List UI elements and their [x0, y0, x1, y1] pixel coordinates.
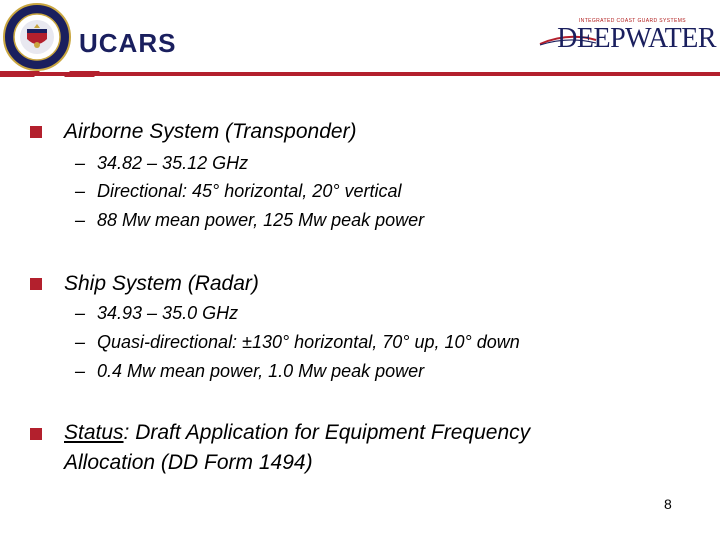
- status-line-1: [64, 421, 530, 445]
- dash-bullet: –: [75, 181, 86, 201]
- dash-bullet: –: [75, 361, 86, 381]
- brand-tagline: INTEGRATED COAST GUARD SYSTEMS: [578, 18, 686, 24]
- sub-bullet-text: 0.4 Mw mean power, 1.0 Mw peak power: [97, 361, 425, 381]
- page-title: UCARS: [79, 28, 177, 58]
- header-divider-bar: [0, 71, 720, 77]
- sub-bullet-item: [75, 303, 238, 324]
- sub-bullet-text: 34.82 – 35.12 GHz: [97, 153, 249, 173]
- page-number: 8: [664, 496, 672, 512]
- sub-bullet-item: [75, 210, 424, 231]
- brand-wordmark: DEEPWATER: [557, 23, 716, 54]
- sub-bullet-item: [75, 153, 248, 174]
- sub-bullet-text: Directional: 45° horizontal, 20° vertical: [97, 181, 402, 201]
- dash-bullet: –: [75, 303, 86, 323]
- dash-bullet: –: [75, 210, 86, 230]
- section-heading: Ship System (Radar): [64, 272, 259, 295]
- status-label: Status: [64, 421, 124, 444]
- sub-bullet-item: [75, 181, 402, 202]
- status-text: : Draft Application for Equipment Frequency: [123, 421, 531, 444]
- sub-bullet-text: 34.93 – 35.0 GHz: [97, 303, 239, 323]
- status-line-2: Allocation (DD Form 1494): [64, 451, 313, 474]
- dash-bullet: –: [75, 153, 86, 173]
- bullet-square: [30, 428, 42, 440]
- coast-guard-seal-logo: [2, 2, 72, 72]
- dash-bullet: –: [75, 332, 86, 352]
- sub-bullet-text: Quasi-directional: ±130° horizontal, 70° up, 10° down: [97, 332, 520, 352]
- sub-bullet-item: [75, 361, 424, 382]
- bullet-square: [30, 278, 42, 290]
- bullet-square: [30, 126, 42, 138]
- section-heading: Airborne System (Transponder): [64, 120, 357, 143]
- deepwater-brand-logo: [538, 12, 716, 52]
- sub-bullet-text: 88 Mw mean power, 125 Mw peak power: [97, 210, 425, 230]
- sub-bullet-item: [75, 332, 520, 353]
